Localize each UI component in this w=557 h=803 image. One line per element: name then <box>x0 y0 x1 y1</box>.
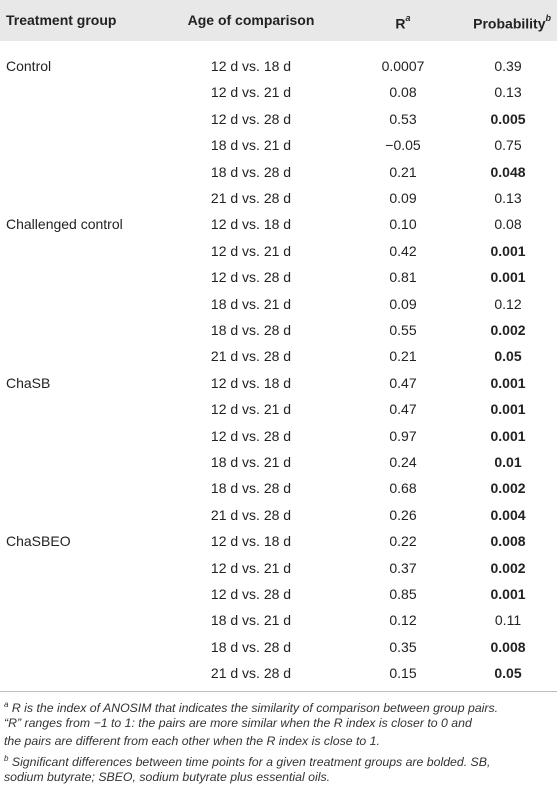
cell-r-value: 0.10 <box>389 216 417 232</box>
cell-r-value: 0.55 <box>389 322 417 338</box>
cell-probability: 0.01 <box>494 454 522 470</box>
cell-age-of-comparison: 18 d vs. 28 d <box>210 322 292 338</box>
header-age-of-comparison: Age of comparison <box>187 12 315 28</box>
cell-age-of-comparison: 21 d vs. 28 d <box>210 190 292 206</box>
cell-probability: 0.002 <box>490 560 526 576</box>
cell-r-value: 0.35 <box>389 639 417 655</box>
table-bottom-rule <box>0 691 557 692</box>
cell-probability: 0.004 <box>490 507 526 523</box>
cell-age-of-comparison: 12 d vs. 18 d <box>210 375 292 391</box>
cell-age-of-comparison: 12 d vs. 21 d <box>210 401 292 417</box>
cell-probability: 0.13 <box>494 84 522 100</box>
cell-probability: 0.05 <box>494 348 522 364</box>
cell-r-value: 0.09 <box>389 296 417 312</box>
cell-probability: 0.08 <box>494 216 522 232</box>
header-treatment-group: Treatment group <box>6 12 117 28</box>
cell-probability: 0.12 <box>494 296 522 312</box>
cell-treatment-group: Challenged control <box>6 216 123 232</box>
cell-probability: 0.001 <box>490 375 526 391</box>
cell-r-value: 0.42 <box>389 243 417 259</box>
cell-r-value: 0.0007 <box>381 58 425 74</box>
cell-age-of-comparison: 12 d vs. 28 d <box>210 428 292 444</box>
cell-age-of-comparison: 12 d vs. 18 d <box>210 216 292 232</box>
cell-r-value: 0.97 <box>389 428 417 444</box>
cell-r-value: 0.21 <box>389 164 417 180</box>
cell-age-of-comparison: 18 d vs. 28 d <box>210 639 292 655</box>
cell-probability: 0.008 <box>490 639 526 655</box>
cell-age-of-comparison: 18 d vs. 21 d <box>210 454 292 470</box>
cell-probability: 0.001 <box>490 586 526 602</box>
cell-probability: 0.002 <box>490 480 526 496</box>
cell-r-value: 0.21 <box>389 348 417 364</box>
cell-treatment-group: Control <box>6 58 52 74</box>
cell-probability: 0.001 <box>490 401 526 417</box>
cell-probability: 0.005 <box>490 111 526 127</box>
cell-age-of-comparison: 12 d vs. 21 d <box>210 560 292 576</box>
cell-age-of-comparison: 12 d vs. 28 d <box>210 111 292 127</box>
cell-age-of-comparison: 12 d vs. 18 d <box>210 58 292 74</box>
cell-probability: 0.05 <box>494 665 522 681</box>
cell-probability: 0.75 <box>494 137 522 153</box>
cell-r-value: 0.47 <box>389 401 417 417</box>
cell-r-value: 0.85 <box>389 586 417 602</box>
cell-age-of-comparison: 12 d vs. 18 d <box>210 533 292 549</box>
cell-probability: 0.001 <box>490 428 526 444</box>
cell-r-value: 0.08 <box>389 84 417 100</box>
header-r: $R^a$ <box>395 13 411 32</box>
cell-probability: 0.008 <box>490 533 526 549</box>
cell-r-value: −0.05 <box>385 137 421 153</box>
cell-age-of-comparison: 21 d vs. 28 d <box>210 665 292 681</box>
cell-probability: 0.39 <box>494 58 522 74</box>
cell-treatment-group: ChaSBEO <box>6 533 71 549</box>
cell-r-value: 0.37 <box>389 560 417 576</box>
cell-r-value: 0.26 <box>389 507 417 523</box>
cell-age-of-comparison: 18 d vs. 21 d <box>210 612 292 628</box>
cell-probability: 0.001 <box>490 243 526 259</box>
cell-age-of-comparison: 21 d vs. 28 d <box>210 348 292 364</box>
cell-probability: 0.001 <box>490 269 526 285</box>
cell-probability: 0.002 <box>490 322 526 338</box>
cell-age-of-comparison: 18 d vs. 28 d <box>210 164 292 180</box>
cell-r-value: 0.22 <box>389 533 417 549</box>
cell-r-value: 0.47 <box>389 375 417 391</box>
header-probability: Probability$^b$ <box>473 13 551 32</box>
cell-age-of-comparison: 12 d vs. 21 d <box>210 84 292 100</box>
cell-r-value: 0.24 <box>389 454 417 470</box>
cell-r-value: 0.15 <box>389 665 417 681</box>
cell-probability: 0.13 <box>494 190 522 206</box>
cell-r-value: 0.09 <box>389 190 417 206</box>
cell-age-of-comparison: 12 d vs. 21 d <box>210 243 292 259</box>
cell-probability: 0.11 <box>494 612 522 628</box>
cell-r-value: 0.81 <box>389 269 417 285</box>
cell-probability: 0.048 <box>490 164 526 180</box>
cell-age-of-comparison: 18 d vs. 28 d <box>210 480 292 496</box>
cell-age-of-comparison: 12 d vs. 28 d <box>210 586 292 602</box>
cell-age-of-comparison: 12 d vs. 28 d <box>210 269 292 285</box>
cell-r-value: 0.53 <box>389 111 417 127</box>
cell-r-value: 0.12 <box>389 612 417 628</box>
cell-age-of-comparison: 18 d vs. 21 d <box>210 296 292 312</box>
cell-treatment-group: ChaSB <box>6 375 51 391</box>
cell-r-value: 0.68 <box>389 480 417 496</box>
cell-age-of-comparison: 18 d vs. 21 d <box>210 137 292 153</box>
cell-age-of-comparison: 21 d vs. 28 d <box>210 507 292 523</box>
